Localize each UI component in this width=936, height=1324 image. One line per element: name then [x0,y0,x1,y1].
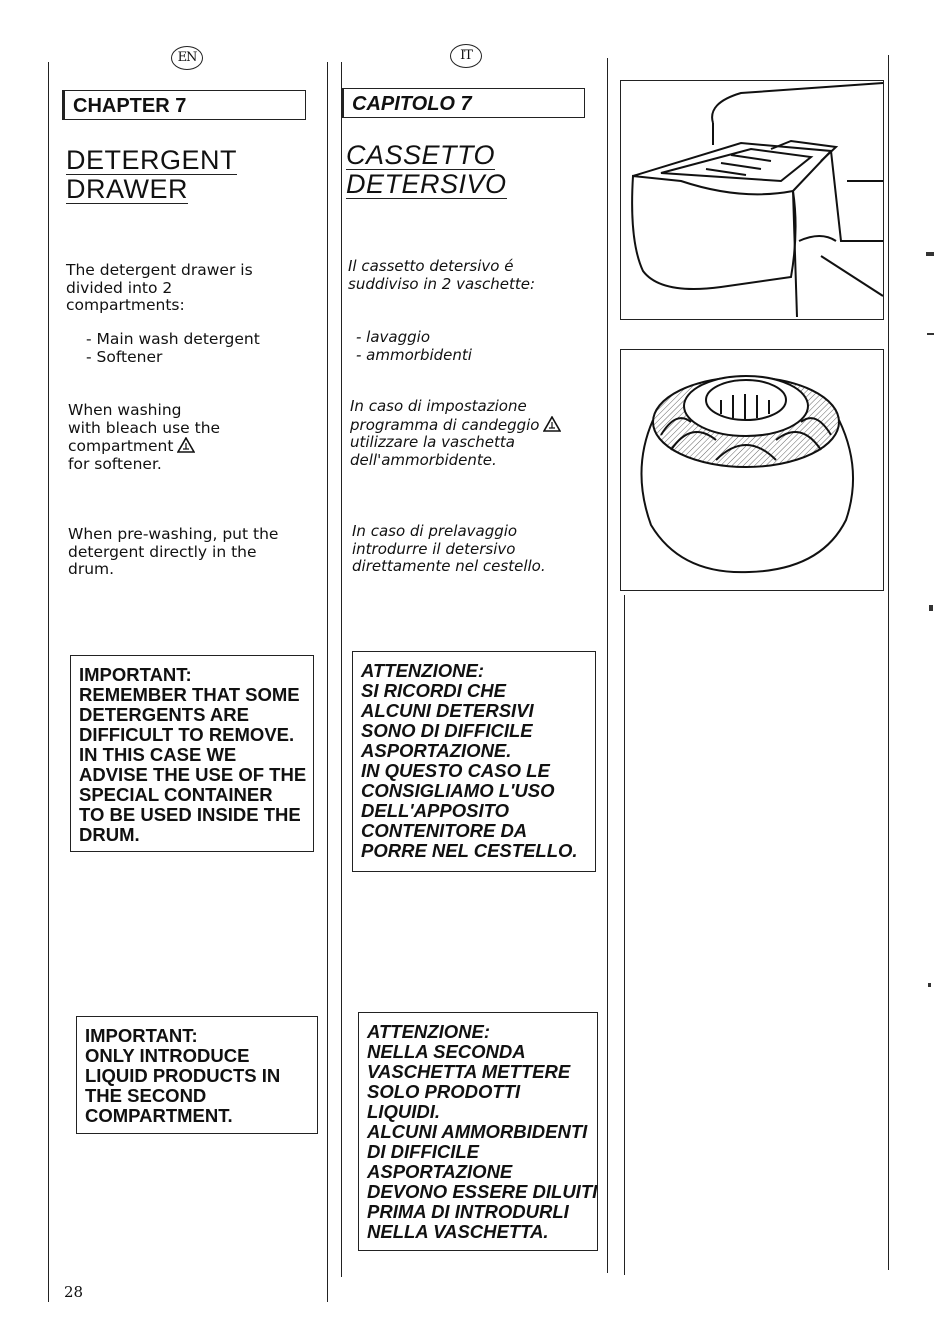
warning-line: ASPORTAZIONE [367,1161,513,1182]
column-rule-middle-1 [327,62,328,1302]
warning-line: ASPORTAZIONE. [361,740,512,761]
scan-mark [926,252,934,256]
title-line-1: CASSETTO [346,140,496,170]
text-line: In caso di impostazione [350,397,527,415]
warning-line: ATTENZIONE: [367,1021,490,1042]
container-drawing [621,350,883,590]
warning-line: NELLA SECONDA [367,1041,526,1062]
scan-mark [928,983,931,987]
text-line: suddiviso in 2 vaschette: [348,274,536,293]
warning-line: NELLA VASCHETTA. [367,1221,549,1242]
text-line: dell'ammorbidente. [350,450,497,469]
text-line: compartments: [66,296,185,314]
warning-line: PORRE NEL CESTELLO. [361,840,578,861]
text-line: utilizzare la vaschetta [350,433,515,451]
warning-line: COMPARTMENT. [85,1105,233,1126]
text-line: When pre-washing, put the [68,525,279,543]
column-rule-right-1 [607,58,608,1273]
warning-line: ALCUNI AMMORBIDENTI [367,1121,588,1142]
warning-line: LIQUIDI. [367,1101,440,1122]
section-title-it [346,141,507,199]
warning-box-1-en [70,655,314,852]
warning-line: VASCHETTA METTERE [367,1061,571,1082]
compartment-list-en [86,331,260,366]
title-line-1: DETERGENT [66,145,238,175]
text-line: Il cassetto detersivo é [348,257,514,275]
list-item: - Main wash detergent [86,330,260,348]
list-item: - Softener [86,347,163,366]
warning-line: DI DIFFICILE [367,1141,480,1162]
column-rule-middle-2 [341,62,342,1277]
drawer-drawing [621,81,883,319]
warning-line: ADVISE THE USE OF THE [79,764,307,785]
text-line: programma di candeggio [350,415,540,434]
warning-box-1-it [352,651,596,872]
bleach-triangle-icon [543,416,561,432]
warning-line: TO BE USED INSIDE THE [79,804,301,825]
text-line: The detergent drawer is [66,261,253,279]
column-rule-far-right [888,55,889,1270]
chapter-heading-en: CHAPTER 7 [62,90,306,120]
list-item: - lavaggio [356,328,430,346]
intro-text-it [348,258,535,293]
warning-line: REMEMBER THAT SOME [79,684,300,705]
text-line: with bleach use the [68,418,221,437]
language-badge-en: EN [171,46,203,70]
section-title-en [66,146,237,204]
prewash-text-en [68,526,278,579]
warning-line: DETERGENTS ARE [79,704,249,725]
text-line: In caso di prelavaggio [352,522,518,540]
warning-line: CONSIGLIAMO L'USO [361,780,555,801]
warning-line: SONO DI DIFFICILE [361,720,533,741]
text-line: drum. [68,560,115,578]
page-number: 28 [64,1283,84,1301]
text-line: compartment [68,437,174,455]
warning-line: IMPORTANT: [79,664,192,685]
warning-line: SOLO PRODOTTI [367,1081,521,1102]
list-item: - ammorbidenti [356,345,472,364]
warning-box-2-en [76,1016,318,1134]
bleach-triangle-icon [177,437,195,453]
warning-line: IN THIS CASE WE [79,744,237,765]
liquid-container-illustration [620,349,884,591]
warning-line: ALCUNI DETERSIVI [361,700,534,721]
warning-line: THE SECOND [85,1085,207,1106]
warning-line: IMPORTANT: [85,1025,198,1046]
text-line: When washing [68,401,182,419]
warning-line: CONTENITORE DA [361,820,528,841]
title-line-2: DRAWER [66,174,188,204]
column-rule-left [48,62,49,1302]
bleach-text-en [68,402,220,473]
scan-mark [929,605,933,611]
warning-line: SI RICORDI CHE [361,680,506,701]
warning-line: ATTENZIONE: [361,660,484,681]
warning-line: SPECIAL CONTAINER [79,784,273,805]
text-line: for softener. [68,454,162,473]
language-badge-it: IT [450,44,482,68]
warning-line: DELL'APPOSITO [361,800,509,821]
text-line: introdurre il detersivo [352,539,516,558]
bleach-text-it [350,398,561,469]
warning-line: IN QUESTO CASO LE [361,760,550,781]
warning-line: PRIMA DI INTRODURLI [367,1201,569,1222]
text-line: detergent directly in the [68,542,257,561]
warning-line: DRUM. [79,824,140,845]
warning-line: ONLY INTRODUCE [85,1045,250,1066]
column-rule-right-2 [624,595,625,1275]
prewash-text-it [352,523,546,576]
intro-text-en [66,262,253,315]
warning-line: DIFFICULT TO REMOVE. [79,724,295,745]
detergent-drawer-illustration [620,80,884,320]
warning-line: LIQUID PRODUCTS IN [85,1065,281,1086]
scan-mark [927,333,934,335]
chapter-heading-it: CAPITOLO 7 [341,88,585,118]
compartment-list-it [356,329,472,364]
warning-box-2-it [358,1012,598,1251]
warning-line: DEVONO ESSERE DILUITI [367,1181,598,1202]
text-line: direttamente nel cestello. [352,557,546,575]
text-line: divided into 2 [66,278,173,297]
title-line-2: DETERSIVO [346,169,507,199]
